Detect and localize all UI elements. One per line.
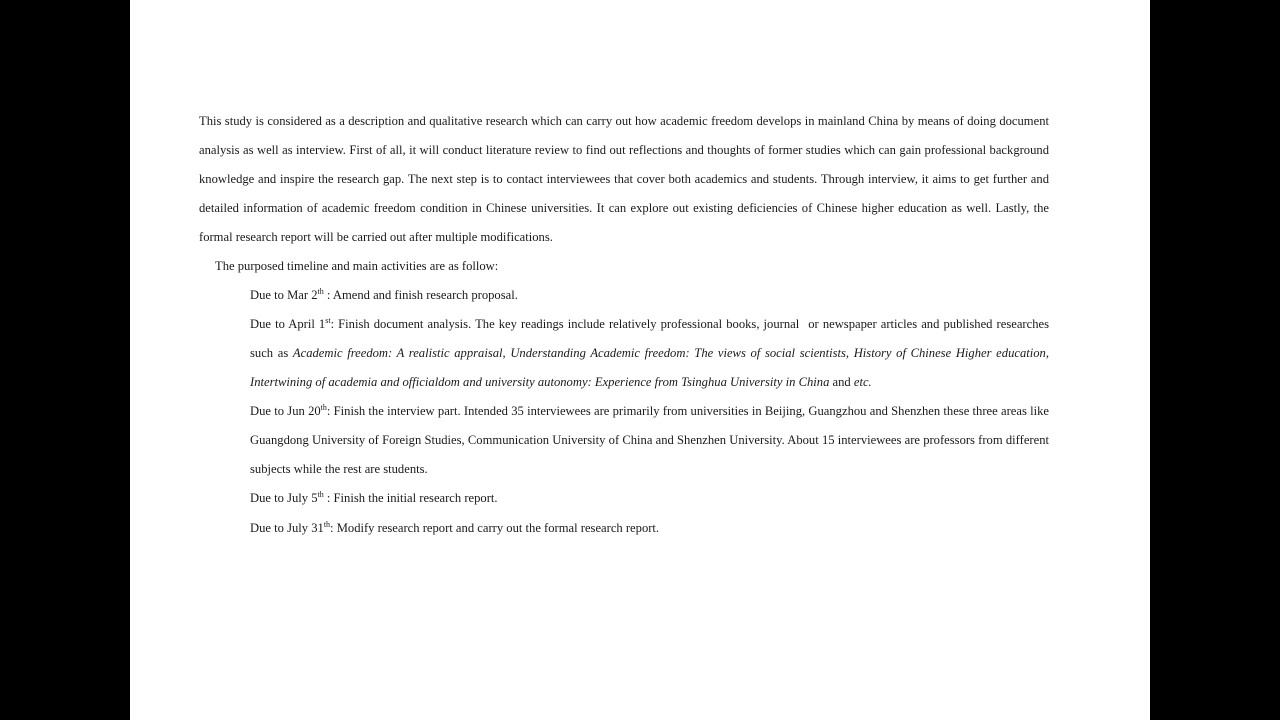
timeline-intro: The purposed timeline and main activities are as follow: (215, 259, 499, 273)
timeline-text: : Modify research report and carry out the formal research report. (330, 521, 660, 535)
intro-paragraph: This study is considered as a description and qualitative research which can carry out how academic freedom develops in mainland China by means of doing document analysis as well as interview. First of all, it will conduct literature review to find out reflections and thoughts of former studies which can gain professional background knowledge and inspire the research gap. The next step is to contact interviewees that cover both academics and students. Through interview, it aims to get further and detailed information of academic freedom condition in Chinese universities. It can explore out existing deficiencies of Chinese higher education as well. Lastly, the formal research report will be carried out after multiple modifications. (199, 114, 1049, 244)
timeline-date: Due to Jun 20 (250, 404, 321, 418)
timeline-text: : Amend and finish research proposal. (323, 288, 518, 302)
etc-text: etc. (853, 375, 872, 389)
timeline-text-continued: or newspaper articles and published researches such as (250, 317, 1049, 360)
document-body (199, 107, 1049, 543)
timeline-text: : Finish document analysis. The key readings include relatively professional books, journal (330, 317, 800, 331)
date-ordinal: th (317, 490, 324, 499)
timeline-item-july-31 (199, 513, 1049, 543)
date-ordinal: st (325, 316, 331, 325)
document-page (130, 0, 1150, 720)
date-ordinal: th (323, 520, 331, 529)
timeline-date: Due to Mar 2 (250, 288, 318, 302)
date-ordinal: th (317, 287, 324, 296)
timeline-item-april (199, 310, 1049, 397)
timeline-date: Due to July 5 (250, 491, 318, 505)
timeline-text-end: and (829, 375, 854, 389)
timeline-text: : Finish the interview part. Intended 35 interviewees are primarily from universities in Beijing, Guangzhou and Shenzhen these three areas like Guangdong University of Foreign Studies, Communication University of China and Shenzhen University. About 15 interviewees are professors from different subjects while the rest are students. (250, 404, 1049, 476)
timeline-text: : Finish the initial research report. (323, 491, 498, 505)
timeline-item-july-5 (199, 484, 1049, 513)
timeline-item-mar (199, 281, 1049, 310)
date-ordinal: th (320, 403, 327, 412)
key-readings-titles: Academic freedom: A realistic appraisal, Understanding Academic freedom: The views of social scientists, History of Chinese Higher education, Intertwining of academia and officialdom and university autonomy: Experience from Tsinghua University in China (250, 346, 1049, 389)
timeline-date: Due to July 31 (250, 521, 324, 535)
timeline-item-jun (199, 397, 1049, 484)
timeline-date: Due to April 1 (250, 317, 326, 331)
